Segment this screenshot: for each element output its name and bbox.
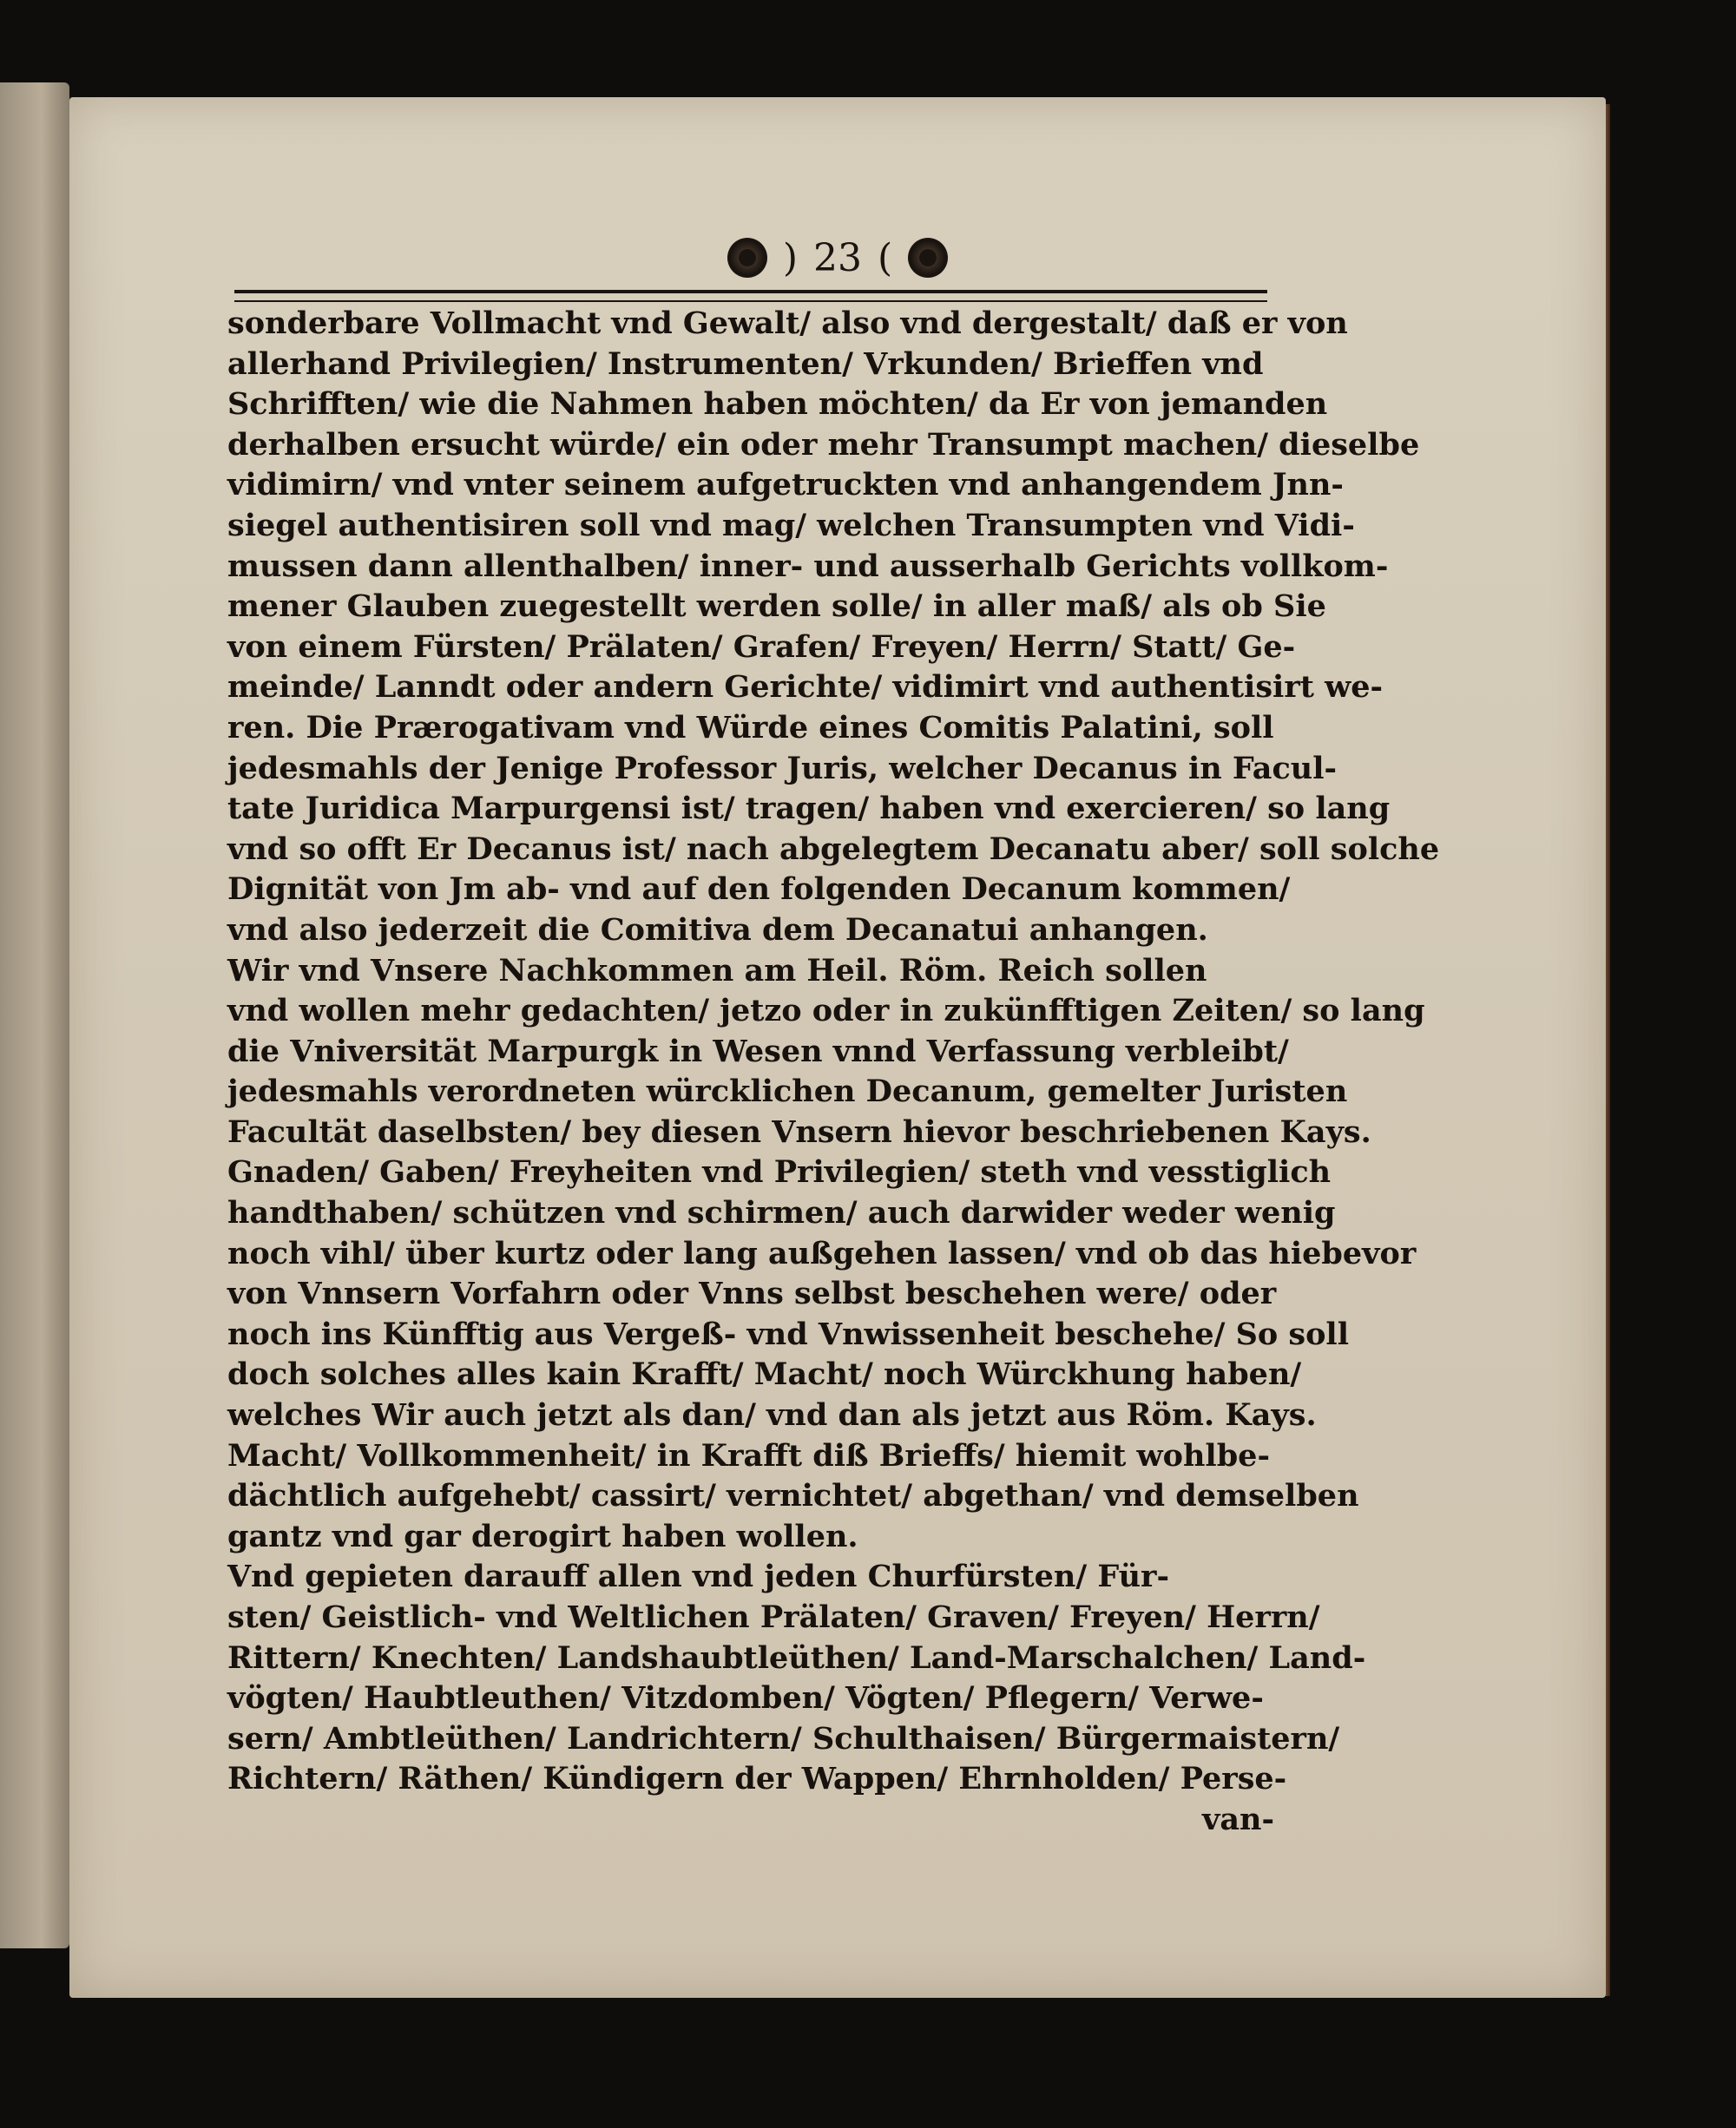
text-line: sern/ Ambtleüthen/ Landrichtern/ Schulthaisen/ Bürgermaistern/ [227, 1720, 1340, 1757]
text-line: Schrifften/ wie die Nahmen haben möchten/ da Er von jemanden [227, 386, 1328, 423]
text-line: handthaben/ schützen vnd schirmen/ auch darwider weder wenig [227, 1195, 1336, 1231]
text-line: gantz vnd gar derogirt haben wollen. [227, 1518, 858, 1554]
header-rule [234, 290, 1267, 302]
text-line: noch vihl/ über kurtz oder lang außgehen lassen/ vnd ob das hiebevor [227, 1235, 1417, 1271]
text-line: Vnd gepieten darauff allen vnd jeden Churfürsten/ Für- [227, 1559, 1169, 1595]
text-line: noch ins Künfftig aus Vergeß- vnd Vnwissenheit beschehe/ So soll [227, 1316, 1350, 1352]
text-line: Macht/ Vollkommenheit/ in Krafft diß Brieffs/ hiemit wohlbe- [227, 1437, 1270, 1474]
text-line: sten/ Geistlich- vnd Weltlichen Prälaten/ Graven/ Freyen/ Herrn/ [227, 1599, 1320, 1635]
text-line: von einem Fürsten/ Prälaten/ Grafen/ Freyen/ Herrn/ Statt/ Ge- [227, 628, 1296, 665]
catchword: van- [1202, 1801, 1274, 1837]
text-line: jedesmahls verordneten würcklichen Decanum, gemelter Juristen [227, 1074, 1348, 1110]
body-text [227, 304, 1440, 1841]
text-line: sonderbare Vollmacht vnd Gewalt/ also vnd dergestalt/ daß er von [227, 305, 1348, 341]
text-line: die Vniversität Marpurgk in Wesen vnnd Verfassung verbleibt/ [227, 1033, 1289, 1069]
text-line: siegel authentisiren soll vnd mag/ welchen Transumpten vnd Vidi- [227, 507, 1355, 543]
page-header [69, 227, 1606, 288]
text-line: Facultät daselbsten/ bey diesen Vnsern hievor beschriebenen Kays. [227, 1113, 1371, 1150]
text-line: vnd so offt Er Decanus ist/ nach abgelegtem Decanatu aber/ soll solche [227, 831, 1440, 867]
text-line: tate Juridica Marpurgensi ist/ tragen/ haben vnd exercieren/ so lang [227, 791, 1391, 827]
page-number: 23 [813, 235, 862, 280]
flower-ornament-icon [908, 238, 948, 278]
text-line: doch solches alles kain Krafft/ Macht/ noch Würckhung haben/ [227, 1356, 1302, 1393]
text-line: mener Glauben zuegestellt werden solle/ in aller maß/ als ob Sie [227, 588, 1326, 625]
text-line: allerhand Privilegien/ Instrumenten/ Vrkunden/ Brieffen vnd [227, 345, 1264, 382]
flower-ornament-icon [727, 238, 767, 278]
previous-page-edge [0, 82, 69, 1948]
text-line: vnd also jederzeit die Comitiva dem Decanatui anhangen. [227, 911, 1208, 948]
text-line: dächtlich aufgehebt/ cassirt/ vernichtet/ abgethan/ vnd demselben [227, 1478, 1359, 1514]
text-line: mussen dann allenthalben/ inner- und ausserhalb Gerichts vollkom- [227, 548, 1389, 584]
header-right-bracket: ( [878, 235, 893, 280]
text-line: vögten/ Haubtleuthen/ Vitzdomben/ Vögten/ Pflegern/ Verwe- [227, 1680, 1264, 1717]
text-line: derhalben ersucht würde/ ein oder mehr Transumpt machen/ dieselbe [227, 426, 1420, 463]
text-line: ren. Die Prærogativam vnd Würde eines Comitis Palatini, soll [227, 709, 1274, 745]
text-line: welches Wir auch jetzt als dan/ vnd dan als jetzt aus Röm. Kays. [227, 1397, 1317, 1434]
text-line: jedesmahls der Jenige Professor Juris, welcher Decanus in Facul- [227, 750, 1338, 786]
text-line: von Vnnsern Vorfahrn oder Vnns selbst beschehen were/ oder [227, 1276, 1277, 1312]
text-line: Dignität von Jm ab- vnd auf den folgenden Decanum kommen/ [227, 871, 1291, 908]
text-line: meinde/ Lanndt oder andern Gerichte/ vidimirt vnd authentisirt we- [227, 669, 1384, 706]
book-page [69, 97, 1606, 1998]
text-line: Gnaden/ Gaben/ Freyheiten vnd Privilegien/ steth vnd vesstiglich [227, 1154, 1332, 1191]
text-line: Richtern/ Räthen/ Kündigern der Wappen/ Ehrnholden/ Perse- [227, 1761, 1287, 1797]
text-line: Rittern/ Knechten/ Landshaubtleüthen/ Land-Marschalchen/ Land- [227, 1639, 1366, 1676]
text-line: vidimirn/ vnd vnter seinem aufgetruckten vnd anhangendem Jnn- [227, 467, 1344, 503]
text-line: Wir vnd Vnsere Nachkommen am Heil. Röm. Reich sollen [227, 952, 1207, 988]
text-line: vnd wollen mehr gedachten/ jetzo oder in zukünfftigen Zeiten/ so lang [227, 993, 1425, 1029]
header-left-bracket: ) [782, 235, 798, 280]
